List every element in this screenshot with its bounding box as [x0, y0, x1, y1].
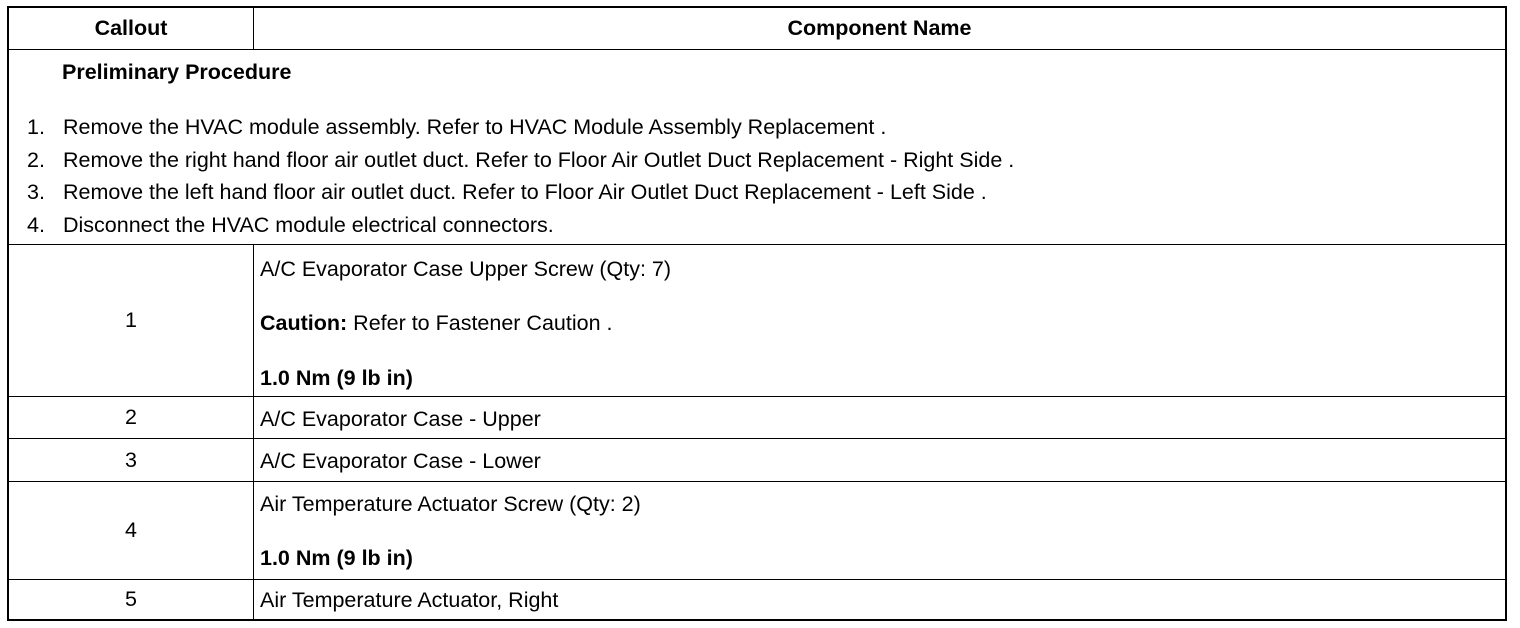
table-header-row	[9, 8, 1505, 50]
component-name: Air Temperature Actuator, Right	[260, 588, 559, 612]
caution-label: Caution:	[260, 311, 348, 335]
header-component-name: Component Name	[787, 16, 972, 40]
torque-spec: 1.0 Nm (9 lb in)	[260, 366, 413, 390]
table-row	[9, 439, 1505, 482]
caution-note	[260, 311, 612, 336]
step-number: 1.	[27, 115, 45, 139]
table-row	[9, 580, 1505, 619]
table-row	[9, 482, 1505, 580]
callout-number: 4	[9, 482, 254, 579]
component-cell	[260, 397, 1497, 438]
component-cell	[260, 482, 1497, 579]
step-text: Remove the HVAC module assembly. Refer to HVAC Module Assembly Replacement .	[63, 115, 887, 139]
component-table	[7, 6, 1507, 621]
procedure-step	[27, 148, 1014, 173]
caution-text: Refer to Fastener Caution .	[347, 311, 613, 335]
component-cell	[260, 245, 1497, 396]
step-number: 4.	[27, 213, 45, 237]
component-cell	[260, 439, 1497, 481]
step-text: Disconnect the HVAC module electrical connectors.	[63, 213, 554, 237]
procedure-step	[27, 180, 987, 205]
preliminary-procedure-title: Preliminary Procedure	[62, 60, 292, 84]
procedure-step	[27, 213, 554, 238]
callout-number: 3	[9, 439, 254, 481]
step-number: 2.	[27, 148, 45, 172]
component-name: A/C Evaporator Case - Lower	[260, 449, 541, 473]
step-number: 3.	[27, 180, 45, 204]
header-callout: Callout	[9, 8, 254, 49]
component-name: A/C Evaporator Case Upper Screw (Qty: 7)	[260, 257, 672, 281]
component-cell	[260, 580, 1497, 619]
preliminary-procedure-row	[9, 50, 1505, 245]
component-name: Air Temperature Actuator Screw (Qty: 2)	[260, 492, 641, 516]
table-row	[9, 397, 1505, 439]
callout-number: 2	[9, 397, 254, 438]
step-text: Remove the right hand floor air outlet duct. Refer to Floor Air Outlet Duct Replacement - Right Side .	[63, 148, 1015, 172]
component-name: A/C Evaporator Case - Upper	[260, 407, 541, 431]
torque-spec: 1.0 Nm (9 lb in)	[260, 546, 413, 570]
callout-number: 1	[9, 245, 254, 396]
procedure-step	[27, 115, 886, 140]
callout-number: 5	[9, 580, 254, 619]
step-text: Remove the left hand floor air outlet duct. Refer to Floor Air Outlet Duct Replacement - Left Side .	[63, 180, 987, 204]
table-row	[9, 245, 1505, 397]
